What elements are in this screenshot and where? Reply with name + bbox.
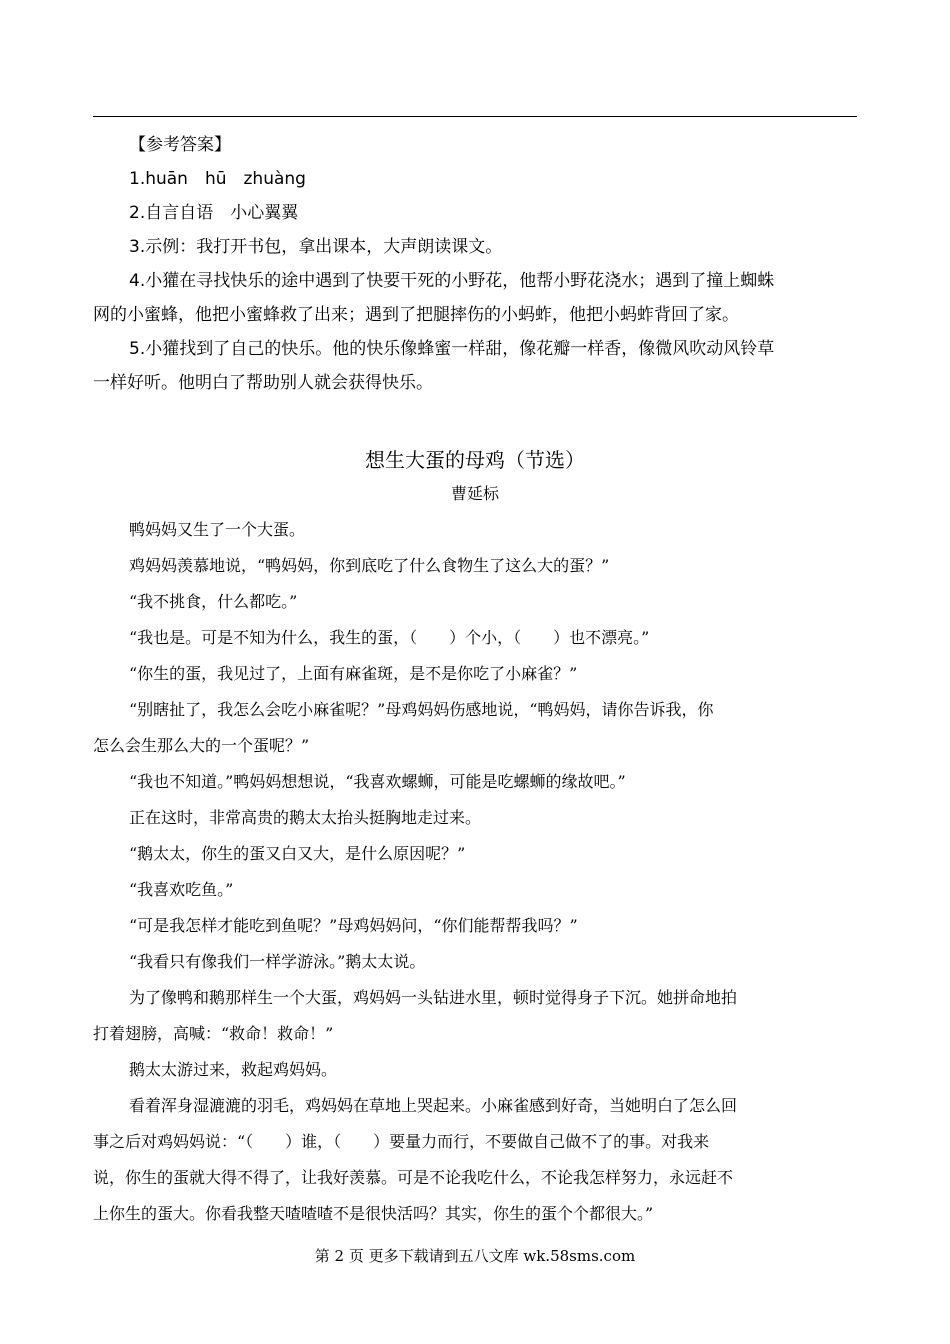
answer-item-1: 1.huān hū zhuàng bbox=[129, 169, 306, 189]
story-line: “我也是。可是不知为什么，我生的蛋，（ ）个小，（ ）也不漂亮。” bbox=[129, 628, 650, 647]
story-body bbox=[93, 512, 863, 1232]
header-rule bbox=[93, 116, 857, 117]
story-line: 为了像鸭和鹅那样生一个大蛋，鸡妈妈一头钻进水里，顿时觉得身子下沉。她拼命地拍 bbox=[129, 988, 738, 1007]
story-line: 鸭妈妈又生了一个大蛋。 bbox=[129, 520, 306, 539]
story-line: 上你生的蛋大。你看我整天喳喳喳不是很快活吗？其实，你生的蛋个个都很大。” bbox=[93, 1204, 654, 1223]
answer-item-4-line-2: 网的小蜜蜂，他把小蜜蜂救了出来；遇到了把腿摔伤的小蚂蚱，他把小蚂蚱背回了家。 bbox=[93, 305, 739, 325]
story-line: 说，你生的蛋就大得不得了，让我好羡慕。可是不论我吃什么，不论我怎样努力，永远赶不 bbox=[93, 1168, 734, 1187]
page-footer: 第 2 页 更多下载请到五八文库 wk.58sms.com bbox=[314, 1247, 636, 1265]
story-line: “可是我怎样才能吃到鱼呢？”母鸡妈妈问，“你们能帮帮我吗？” bbox=[129, 916, 578, 935]
answer-item-3: 3.示例：我打开书包，拿出课本，大声朗读课文。 bbox=[129, 237, 503, 257]
answer-item-2: 2.自言自语 小心翼翼 bbox=[129, 203, 299, 223]
story-line: 事之后对鸡妈妈说：“（ ）谁，（ ）要量力而行，不要做自己做不了的事。对我来 bbox=[93, 1132, 710, 1151]
answer-item-5-line-1: 5.小獾找到了自己的快乐。他的快乐像蜂蜜一样甜，像花瓣一样香，像微风吹动风铃草 bbox=[129, 339, 775, 359]
story-line: 鸡妈妈羡慕地说，“鸭妈妈，你到底吃了什么食物生了这么大的蛋？” bbox=[129, 556, 610, 575]
answer-section bbox=[93, 128, 857, 400]
story-line: 正在这时，非常高贵的鹅太太抬头挺胸地走过来。 bbox=[129, 808, 482, 827]
story-line: “我看只有像我们一样学游泳。”鹅太太说。 bbox=[129, 952, 426, 971]
story-line: “别瞎扯了，我怎么会吃小麻雀呢？”母鸡妈妈伤感地说，“鸭妈妈，请你告诉我，你 bbox=[129, 700, 714, 719]
story-line: “我不挑食，什么都吃。” bbox=[129, 592, 298, 611]
answer-item-4-line-1: 4.小獾在寻找快乐的途中遇到了快要干死的小野花，他帮小野花浇水；遇到了撞上蜘蛛 bbox=[129, 271, 775, 291]
story-line: 鹅太太游过来，救起鸡妈妈。 bbox=[129, 1060, 338, 1079]
answer-heading: 【参考答案】 bbox=[129, 135, 231, 155]
story-line: “鹅太太，你生的蛋又白又大，是什么原因呢？” bbox=[129, 844, 466, 863]
answer-item-5-line-2: 一样好听。他明白了帮助别人就会获得快乐。 bbox=[93, 373, 433, 393]
story-title: 想生大蛋的母鸡（节选） bbox=[365, 448, 585, 472]
story-author: 曹延标 bbox=[450, 484, 499, 503]
story-line: “你生的蛋，我见过了，上面有麻雀斑，是不是你吃了小麻雀？” bbox=[129, 664, 578, 683]
story-line: 打着翅膀，高喊：“救命！救命！” bbox=[93, 1024, 334, 1043]
story-line: 怎么会生那么大的一个蛋呢？” bbox=[93, 736, 310, 755]
story-line: 看着浑身湿漉漉的羽毛，鸡妈妈在草地上哭起来。小麻雀感到好奇，当她明白了怎么回 bbox=[129, 1096, 738, 1115]
story-line: “我喜欢吃鱼。” bbox=[129, 880, 234, 899]
story-line: “我也不知道。”鸭妈妈想想说，“我喜欢螺蛳，可能是吃螺蛳的缘故吧。” bbox=[129, 772, 626, 791]
